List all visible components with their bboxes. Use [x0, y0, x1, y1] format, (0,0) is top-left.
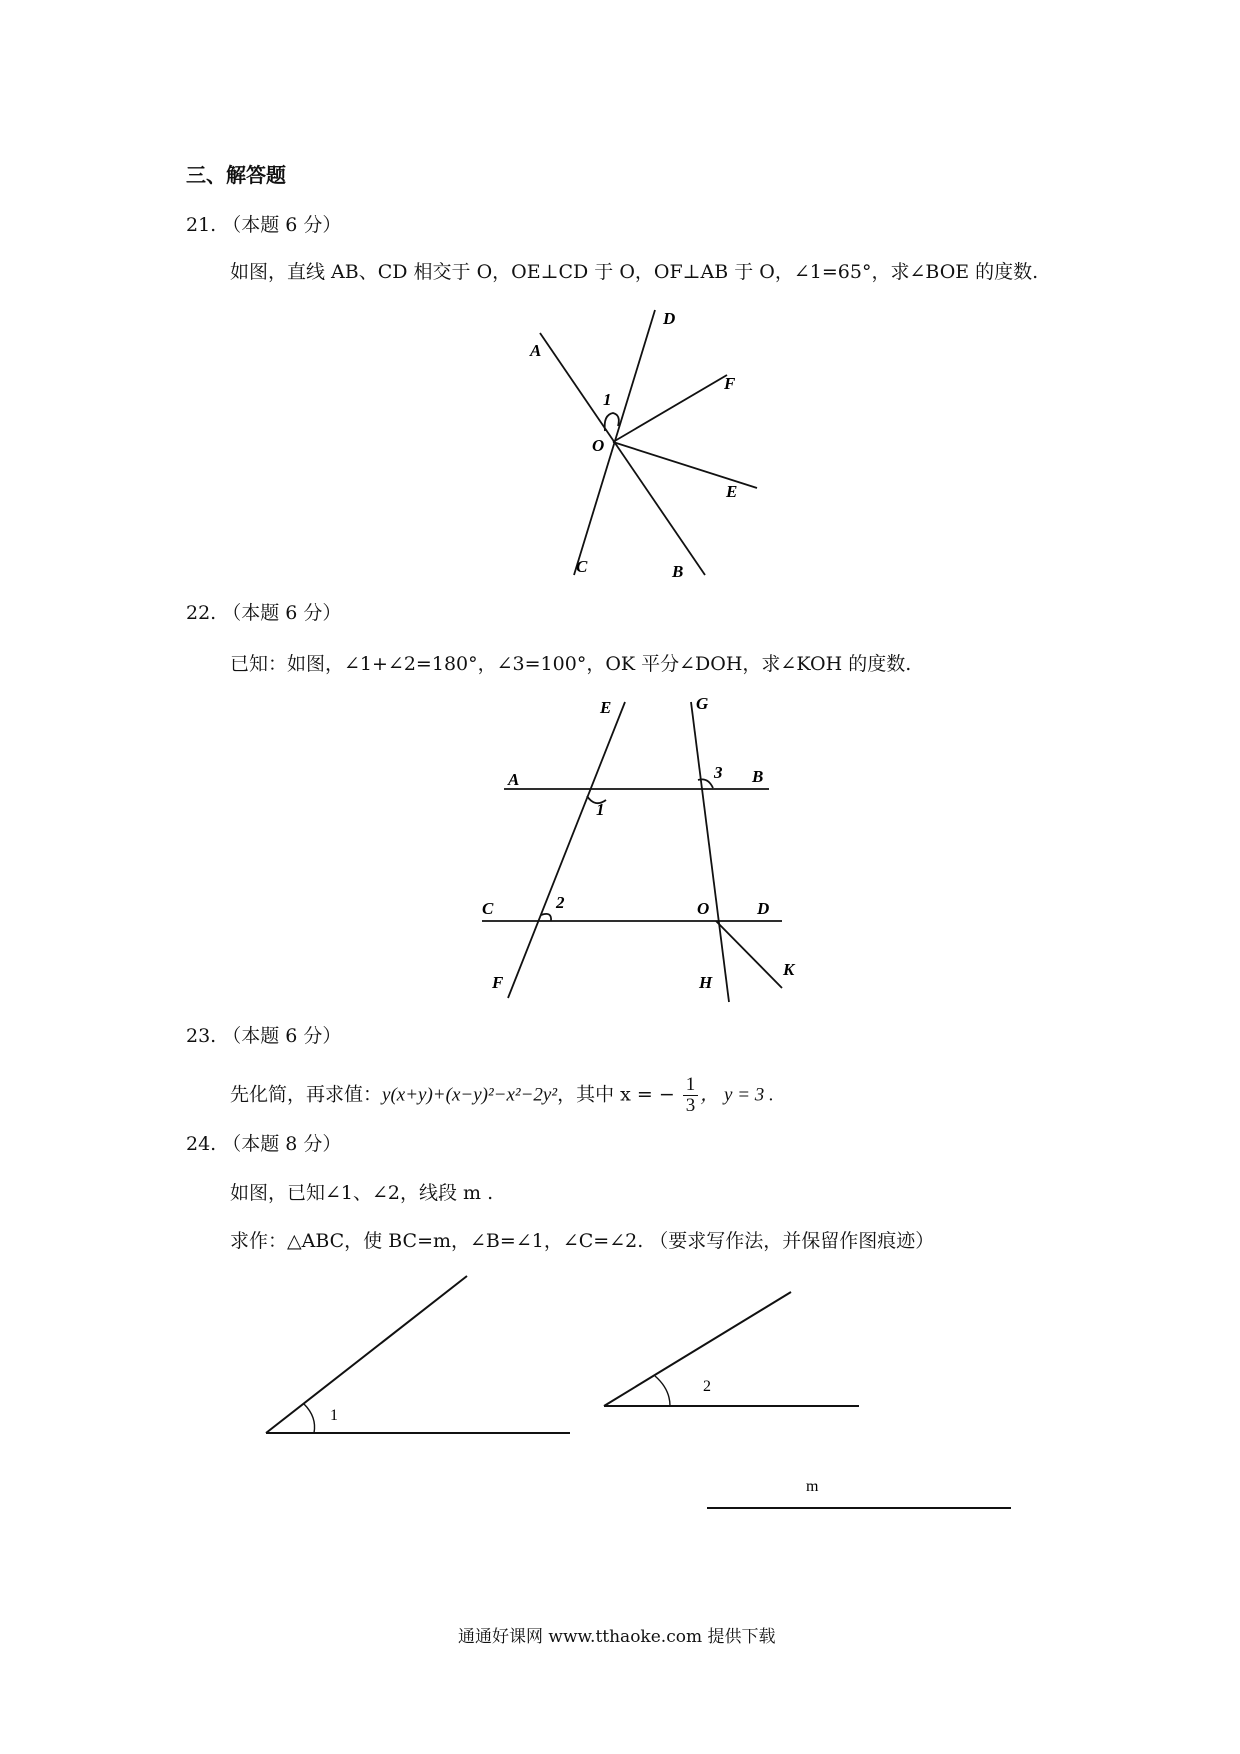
q24-angle1-label: 1 [330, 1407, 338, 1424]
q21-text: 如图，直线 AB、CD 相交于 O，OE⊥CD 于 O，OF⊥AB 于 O，∠1=65°，求∠BOE 的度数. [230, 261, 1039, 283]
q24-angle1-side [266, 1276, 467, 1433]
q22-label-o: O [697, 899, 710, 918]
q22-header: 22. （本题 6 分） [186, 602, 342, 624]
q24-angle2-side [604, 1292, 791, 1406]
q24-angle1-arc [304, 1404, 315, 1433]
section-title: 三、解答题 [186, 163, 286, 187]
q22-label-1: 1 [596, 800, 605, 819]
q24-line2: 求作：△ABC，使 BC=m，∠B=∠1，∠C=∠2. （要求写作法，并保留作图痕迹） [230, 1230, 935, 1252]
q22-label-b: B [752, 767, 764, 786]
q21-header: 21. （本题 6 分） [186, 214, 342, 236]
q24-header: 24. （本题 8 分） [186, 1133, 342, 1155]
q24-segment-label: m [806, 1478, 819, 1495]
q21-label-f: F [724, 374, 736, 393]
q21-label-d: D [663, 309, 676, 328]
q23-expression: y(x+y)+(x−y)²−x²−2y² [382, 1084, 558, 1106]
q23-frac-den: 3 [685, 1095, 696, 1116]
q22-label-d: D [757, 899, 770, 918]
q22-text: 已知：如图，∠1+∠2=180°，∠3=100°，OK 平分∠DOH，求∠KOH 的度数. [230, 653, 912, 675]
q24-angle2-label: 2 [703, 1378, 711, 1395]
q21-label-b: B [672, 562, 684, 581]
q22-label-h: H [699, 973, 713, 992]
q21-label-c: C [576, 557, 588, 576]
q22-label-e: E [600, 698, 612, 717]
q21-label-a: A [530, 341, 542, 360]
q23-middle: ，其中 x = − [557, 1083, 675, 1106]
q23-suffix: ， y = 3 . [700, 1084, 774, 1106]
q22-label-2: 2 [556, 893, 565, 912]
q21-label-o: O [592, 436, 605, 455]
q22-label-c: C [482, 899, 494, 918]
q23-prefix: 先化简，再求值： [230, 1083, 383, 1106]
q22-label-g: G [696, 694, 709, 713]
q21-label-e: E [726, 482, 738, 501]
q24-line1: 如图，已知∠1、∠2，线段 m . [230, 1182, 494, 1204]
q22-label-3: 3 [714, 763, 723, 782]
q23-header: 23. （本题 6 分） [186, 1025, 342, 1047]
q21-label-1: 1 [603, 390, 612, 409]
q22-label-k: K [783, 960, 795, 979]
q23-frac-num: 1 [683, 1075, 699, 1096]
q22-label-f: F [492, 973, 504, 992]
q24-angle2-arc [655, 1376, 670, 1406]
q22-label-a: A [508, 770, 520, 789]
footer-text: 通通好课网 www.tthaoke.com 提供下载 [458, 1627, 776, 1647]
